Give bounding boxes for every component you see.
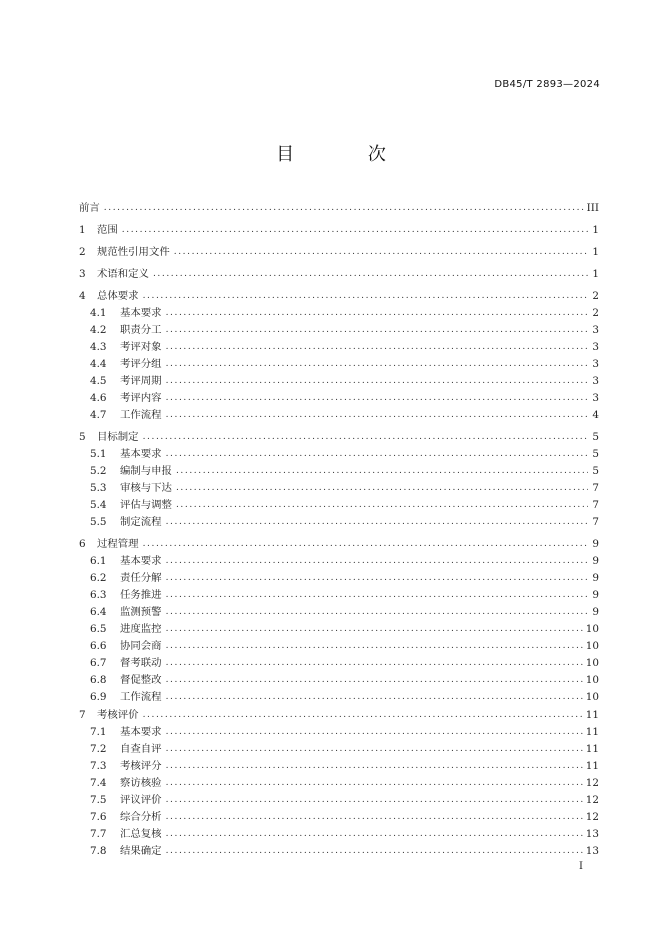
document-code: DB45/T 2893—2024 xyxy=(494,79,600,90)
toc-leader-dots xyxy=(166,741,583,757)
toc-leader-dots xyxy=(166,407,588,423)
toc-entry-label: 考核评分 xyxy=(120,760,162,772)
toc-entry-page: 5 xyxy=(592,465,599,477)
toc-entry-number: 6.1 xyxy=(90,555,107,567)
toc-entry[interactable] xyxy=(90,604,599,620)
toc-entry[interactable] xyxy=(90,407,599,423)
toc-entry[interactable] xyxy=(90,655,599,671)
toc-leader-dots xyxy=(166,373,588,389)
toc-entry-label: 考评分组 xyxy=(120,358,162,370)
toc-entry-number: 4.1 xyxy=(90,307,107,319)
toc-entry-page: 10 xyxy=(585,623,599,635)
toc-entry[interactable] xyxy=(90,463,599,479)
toc-entry-page: 13 xyxy=(585,845,599,857)
toc-entry-number: 1 xyxy=(79,224,86,236)
toc-leader-dots xyxy=(153,266,588,282)
toc-entry[interactable] xyxy=(90,809,599,825)
toc-leader-dots xyxy=(176,480,588,496)
toc-leader-dots xyxy=(143,707,583,723)
toc-entry[interactable] xyxy=(90,724,599,740)
toc-entry-label: 评议评价 xyxy=(120,794,162,806)
toc-entry-page: 9 xyxy=(592,572,599,584)
toc-entry-number: 6.2 xyxy=(90,572,107,584)
toc-entry-number: 6.4 xyxy=(90,606,107,618)
toc-entry-page: 9 xyxy=(592,555,599,567)
toc-entry-label: 目标制定 xyxy=(97,431,139,443)
toc-entry-page: 12 xyxy=(585,777,599,789)
toc-entry-page: 5 xyxy=(592,431,599,443)
toc-entry[interactable] xyxy=(90,826,599,842)
toc-entry-page: 3 xyxy=(592,392,599,404)
toc-leader-dots xyxy=(176,463,588,479)
toc-entry-label: 督促整改 xyxy=(120,674,162,686)
toc-entry-number: 5.1 xyxy=(90,448,107,460)
toc-entry-label: 汇总复核 xyxy=(120,828,162,840)
toc-leader-dots xyxy=(166,621,583,637)
toc-entry-label: 基本要求 xyxy=(120,448,162,460)
toc-entry-label: 总体要求 xyxy=(97,290,139,302)
toc-leader-dots xyxy=(104,200,584,216)
toc-leader-dots xyxy=(166,390,588,406)
toc-entry-label: 范围 xyxy=(97,224,118,236)
toc-leader-dots xyxy=(166,322,588,338)
toc-entry-number: 7.5 xyxy=(90,794,107,806)
toc-entry-page: 12 xyxy=(585,811,599,823)
toc-leader-dots xyxy=(166,514,588,530)
toc-entry[interactable] xyxy=(79,288,599,304)
toc-entry-number: 7.4 xyxy=(90,777,107,789)
toc-entry-number: 6.8 xyxy=(90,674,107,686)
toc-entry[interactable] xyxy=(90,621,599,637)
toc-entry-label: 督考联动 xyxy=(120,657,162,669)
toc-entry[interactable] xyxy=(90,553,599,569)
toc-entry-page: 13 xyxy=(585,828,599,840)
toc-entry-number: 6 xyxy=(79,538,86,550)
toc-entry-number: 4.2 xyxy=(90,324,107,336)
toc-entry-page: 7 xyxy=(592,516,599,528)
toc-entry-page: 10 xyxy=(585,674,599,686)
toc-leader-dots xyxy=(166,356,588,372)
toc-entry-page: 3 xyxy=(592,358,599,370)
toc-entry-number: 5.3 xyxy=(90,482,107,494)
toc-entry-label: 考评对象 xyxy=(120,341,162,353)
toc-leader-dots xyxy=(166,638,583,654)
toc-entry[interactable] xyxy=(90,672,599,688)
toc-entry[interactable] xyxy=(90,322,599,338)
toc-entry[interactable] xyxy=(90,356,599,372)
toc-entry-number: 7.2 xyxy=(90,743,107,755)
toc-entry-number: 4.5 xyxy=(90,375,107,387)
toc-entry-label: 考评周期 xyxy=(120,375,162,387)
toc-entry[interactable] xyxy=(79,266,599,282)
toc-entry-label: 工作流程 xyxy=(120,691,162,703)
toc-entry-label: 前言 xyxy=(79,202,100,214)
toc-entry-number: 5.2 xyxy=(90,465,107,477)
toc-entry-page: 5 xyxy=(592,448,599,460)
toc-leader-dots xyxy=(166,570,588,586)
toc-leader-dots xyxy=(166,446,588,462)
toc-entry-label: 制定流程 xyxy=(120,516,162,528)
toc-entry-number: 7.7 xyxy=(90,828,107,840)
toc-entry[interactable] xyxy=(79,244,599,260)
toc-entry-page: 1 xyxy=(592,268,599,280)
toc-entry-page: 10 xyxy=(585,657,599,669)
toc-entry-label: 监测预警 xyxy=(120,606,162,618)
toc-entry-page: 10 xyxy=(585,691,599,703)
toc-leader-dots xyxy=(166,689,583,705)
toc-entry-number: 2 xyxy=(79,246,86,258)
toc-entry-page: 11 xyxy=(585,726,599,738)
toc-leader-dots xyxy=(166,604,588,620)
toc-entry-label: 自查自评 xyxy=(120,743,162,755)
footer-page-number: I xyxy=(579,861,583,872)
toc-entry-page: 4 xyxy=(592,409,599,421)
toc-entry-label: 任务推进 xyxy=(120,589,162,601)
toc-leader-dots xyxy=(174,244,588,260)
toc-entry-number: 6.7 xyxy=(90,657,107,669)
toc-entry-page: 9 xyxy=(592,538,599,550)
toc-entry-number: 4.7 xyxy=(90,409,107,421)
toc-entry-label: 规范性引用文件 xyxy=(97,246,170,258)
toc-entry[interactable] xyxy=(90,843,599,859)
toc-entry-number: 7.1 xyxy=(90,726,107,738)
toc-entry-label: 工作流程 xyxy=(120,409,162,421)
toc-entry[interactable] xyxy=(79,200,599,216)
toc-entry-page: 3 xyxy=(592,341,599,353)
toc-entry-page: 11 xyxy=(585,709,599,721)
toc-entry-number: 4.3 xyxy=(90,341,107,353)
toc-leader-dots xyxy=(143,288,588,304)
toc-entry-number: 5 xyxy=(79,431,86,443)
toc-entry-label: 基本要求 xyxy=(120,307,162,319)
toc-entry-label: 评估与调整 xyxy=(120,499,172,511)
toc-entry-label: 审核与下达 xyxy=(120,482,172,494)
toc-entry-number: 6.9 xyxy=(90,691,107,703)
toc-entry[interactable] xyxy=(90,446,599,462)
toc-entry[interactable] xyxy=(90,480,599,496)
toc-entry-page: 11 xyxy=(585,743,599,755)
toc-entry-label: 职责分工 xyxy=(120,324,162,336)
toc-leader-dots xyxy=(166,339,588,355)
toc-entry-number: 7.3 xyxy=(90,760,107,772)
toc-entry-number: 4.4 xyxy=(90,358,107,370)
toc-leader-dots xyxy=(166,809,583,825)
toc-leader-dots xyxy=(166,826,583,842)
toc-entry-page: 2 xyxy=(592,290,599,302)
toc-entry-number: 7 xyxy=(79,709,86,721)
toc-leader-dots xyxy=(166,672,583,688)
toc-entry-number: 3 xyxy=(79,268,86,280)
toc-entry-label: 协同会商 xyxy=(120,640,162,652)
toc-entry-number: 5.4 xyxy=(90,499,107,511)
toc-entry-label: 综合分析 xyxy=(120,811,162,823)
toc-entry-page: III xyxy=(586,202,599,214)
toc-entry-page: 12 xyxy=(585,794,599,806)
toc-entry[interactable] xyxy=(90,570,599,586)
toc-entry-page: 7 xyxy=(592,499,599,511)
toc-entry-page: 1 xyxy=(592,246,599,258)
toc-entry[interactable] xyxy=(90,689,599,705)
toc-entry-label: 考核评价 xyxy=(97,709,139,721)
toc-entry-page: 2 xyxy=(592,307,599,319)
toc-entry[interactable] xyxy=(79,707,599,723)
toc-entry-number: 5.5 xyxy=(90,516,107,528)
toc-entry-page: 3 xyxy=(592,375,599,387)
toc-entry-label: 结果确定 xyxy=(120,845,162,857)
toc-entry-label: 基本要求 xyxy=(120,555,162,567)
toc-entry-label: 考评内容 xyxy=(120,392,162,404)
toc-entry-label: 责任分解 xyxy=(120,572,162,584)
toc-leader-dots xyxy=(166,553,588,569)
toc-entry-number: 4.6 xyxy=(90,392,107,404)
toc-leader-dots xyxy=(176,497,588,513)
toc-entry[interactable] xyxy=(90,305,599,321)
toc-entry-label: 术语和定义 xyxy=(97,268,149,280)
toc-entry[interactable] xyxy=(90,638,599,654)
toc-entry-page: 1 xyxy=(592,224,599,236)
toc-leader-dots xyxy=(166,775,583,791)
toc-entry[interactable] xyxy=(79,536,599,552)
toc-entry-label: 察访核验 xyxy=(120,777,162,789)
toc-entry-page: 10 xyxy=(585,640,599,652)
toc-leader-dots xyxy=(143,536,588,552)
toc-leader-dots xyxy=(122,222,588,238)
toc-leader-dots xyxy=(166,305,588,321)
toc-entry[interactable] xyxy=(90,758,599,774)
toc-leader-dots xyxy=(143,429,588,445)
toc-entry[interactable] xyxy=(79,222,599,238)
toc-leader-dots xyxy=(166,587,588,603)
toc-entry[interactable] xyxy=(90,741,599,757)
page-title: 目 次 xyxy=(276,144,420,165)
toc-entry-number: 6.5 xyxy=(90,623,107,635)
toc-entry[interactable] xyxy=(90,792,599,808)
toc-entry-label: 编制与申报 xyxy=(120,465,172,477)
toc-leader-dots xyxy=(166,724,583,740)
toc-entry-label: 基本要求 xyxy=(120,726,162,738)
toc-entry[interactable] xyxy=(90,775,599,791)
toc-leader-dots xyxy=(166,758,583,774)
toc-entry-number: 7.6 xyxy=(90,811,107,823)
toc-entry-number: 6.3 xyxy=(90,589,107,601)
toc-entry-page: 9 xyxy=(592,589,599,601)
toc-entry-label: 进度监控 xyxy=(120,623,162,635)
toc-entry-page: 3 xyxy=(592,324,599,336)
toc-entry[interactable] xyxy=(90,339,599,355)
toc-leader-dots xyxy=(166,792,583,808)
toc-leader-dots xyxy=(166,655,583,671)
toc-entry[interactable] xyxy=(90,587,599,603)
toc-entry[interactable] xyxy=(90,390,599,406)
toc-entry-number: 4 xyxy=(79,290,86,302)
toc-leader-dots xyxy=(166,843,583,859)
toc-entry-number: 7.8 xyxy=(90,845,107,857)
toc-entry-label: 过程管理 xyxy=(97,538,139,550)
toc-entry-page: 9 xyxy=(592,606,599,618)
toc-entry[interactable] xyxy=(90,514,599,530)
toc-entry-page: 11 xyxy=(585,760,599,772)
toc-entry-number: 6.6 xyxy=(90,640,107,652)
toc-entry[interactable] xyxy=(90,497,599,513)
toc-entry-page: 7 xyxy=(592,482,599,494)
toc-entry[interactable] xyxy=(90,373,599,389)
toc-entry[interactable] xyxy=(79,429,599,445)
